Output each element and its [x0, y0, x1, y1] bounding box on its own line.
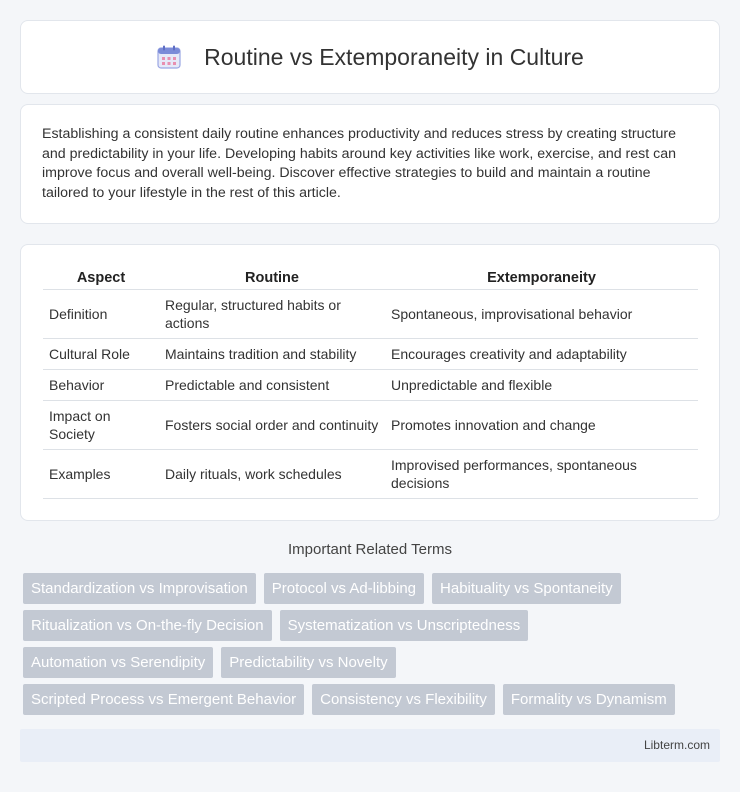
related-term-tag[interactable]: Scripted Process vs Emergent Behavior: [23, 684, 304, 715]
table-cell: Daily rituals, work schedules: [159, 449, 385, 498]
table-cell: Regular, structured habits or actions: [159, 289, 385, 338]
comparison-card: [20, 244, 720, 521]
related-terms-list: [23, 573, 723, 721]
related-terms-title: Important Related Terms: [288, 541, 452, 558]
header-routine: Routine: [159, 267, 385, 289]
intro-card: [20, 104, 720, 224]
table-cell: Promotes innovation and change: [385, 400, 698, 449]
comparison-table: [43, 267, 698, 499]
tag-row: [23, 573, 723, 610]
header-aspect: Aspect: [43, 267, 159, 289]
footer: [20, 729, 720, 762]
table-cell: Maintains tradition and stability: [159, 338, 385, 369]
related-term-tag[interactable]: Automation vs Serendipity: [23, 647, 213, 678]
tag-row: [23, 610, 723, 647]
header-extemporaneity: Extemporaneity: [385, 267, 698, 289]
intro-text: Establishing a consistent daily routine enhances productivity and reduces stress by creating structure and predictability in your life. Developing habits around key activities like work, exercise, and rest can improve focus and overall well-being. Discover effective strategies to build and maintain a routine tailored to your lifestyle in the rest of this article.: [42, 126, 677, 201]
related-term-tag[interactable]: Predictability vs Novelty: [221, 647, 395, 678]
related-term-tag[interactable]: Habituality vs Spontaneity: [432, 573, 621, 604]
table-cell: Impact on Society: [43, 400, 159, 449]
tag-row: [23, 647, 723, 684]
table-cell: Encourages creativity and adaptability: [385, 338, 698, 369]
related-term-tag[interactable]: Ritualization vs On-the-fly Decision: [23, 610, 272, 641]
table-cell: Spontaneous, improvisational behavior: [385, 289, 698, 338]
table-cell: Predictable and consistent: [159, 369, 385, 400]
table-row: [43, 400, 698, 449]
table-cell: Cultural Role: [43, 338, 159, 369]
page-title: Routine vs Extemporaneity in Culture: [204, 43, 584, 70]
tag-row: [23, 684, 723, 721]
table-cell: Unpredictable and flexible: [385, 369, 698, 400]
table-cell: Fosters social order and continuity: [159, 400, 385, 449]
calendar-icon: [156, 44, 182, 70]
related-term-tag[interactable]: Systematization vs Unscriptedness: [280, 610, 529, 641]
table-cell: Examples: [43, 449, 159, 498]
related-term-tag[interactable]: Protocol vs Ad-libbing: [264, 573, 424, 604]
related-term-tag[interactable]: Consistency vs Flexibility: [312, 684, 495, 715]
table-header-row: [43, 267, 698, 289]
related-term-tag[interactable]: Formality vs Dynamism: [503, 684, 675, 715]
table-cell: Improvised performances, spontaneous decisions: [385, 449, 698, 498]
table-cell: Behavior: [43, 369, 159, 400]
related-term-tag[interactable]: Standardization vs Improvisation: [23, 573, 256, 604]
header-card: [20, 20, 720, 94]
table-row: [43, 338, 698, 369]
table-row: [43, 369, 698, 400]
table-row: [43, 449, 698, 498]
table-cell: Definition: [43, 289, 159, 338]
footer-site-link[interactable]: Libterm.com: [643, 738, 710, 752]
table-row: [43, 289, 698, 338]
